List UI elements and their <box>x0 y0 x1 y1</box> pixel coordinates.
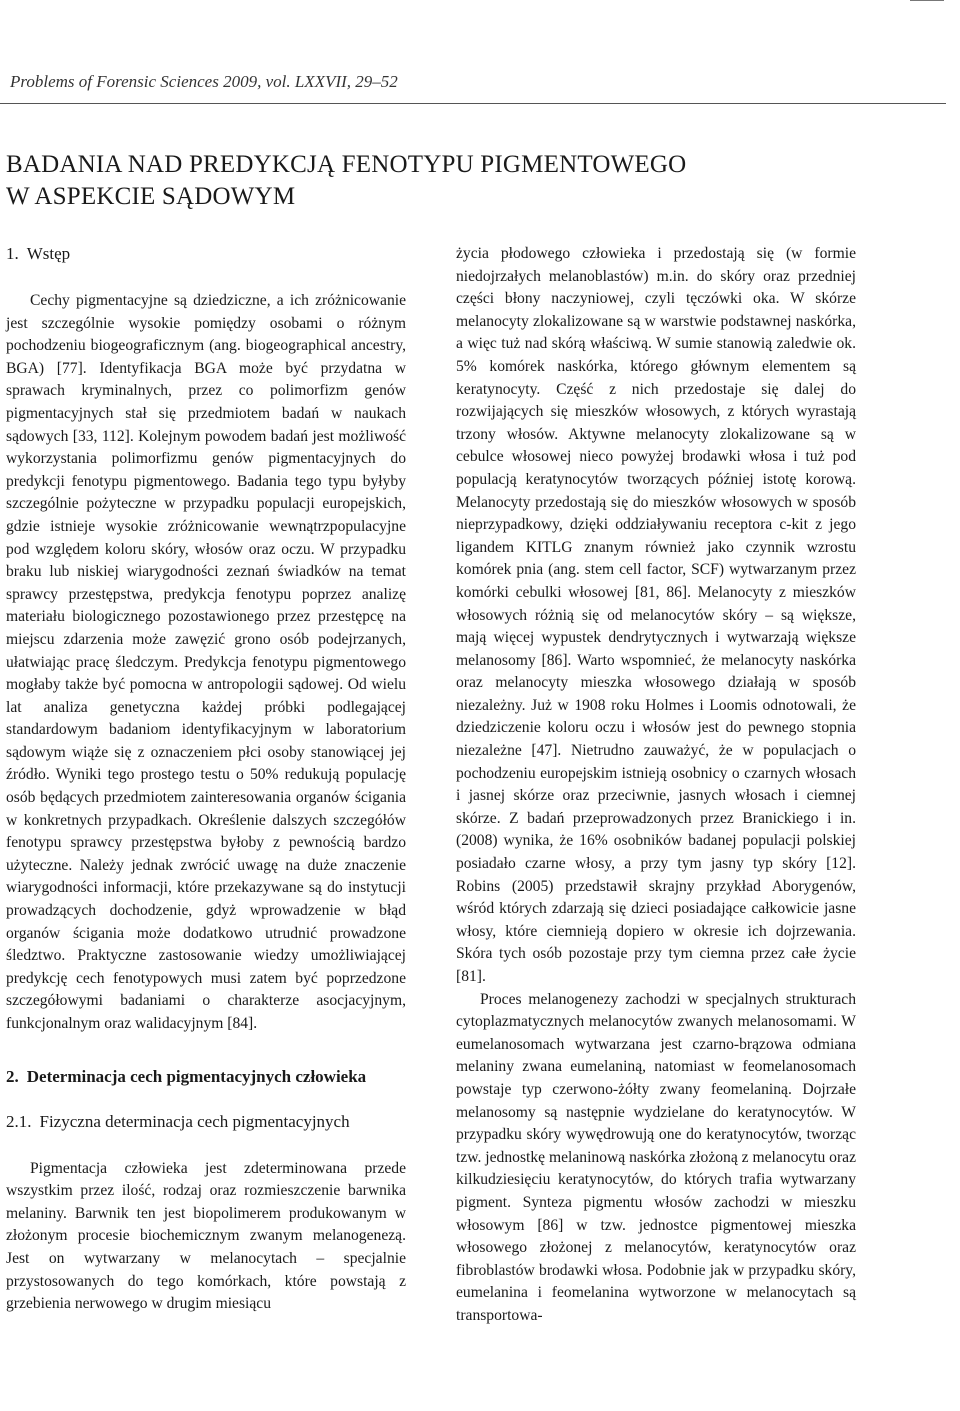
section-2-title: Determinacja cech pigmentacyjnych człowieka <box>26 1066 367 1086</box>
section-2-1-heading <box>6 1111 406 1133</box>
running-head: Problems of Forensic Sciences 2009, vol. LXXVII, 29–52 <box>10 72 398 91</box>
title-line-2: W ASPEKCIE SĄDOWYM <box>6 183 296 210</box>
paragraph-pigmentation-start: Pigmentacja człowieka jest zdeterminowana przede wszystkim przez ilość, rodzaj oraz rozmieszczenie barwnika melaniny. Barwnik ten jest biopolimerem produkowanym w złożonym procesie biochemicznym zwanym melanogenezą. Jest on wytwarzany w melanocytach – specjalnie przystosowanych do tego komórkach, które powstają z grzebienia nerwowego w drugim miesiącu <box>6 1159 406 1313</box>
section-2-heading <box>6 1066 406 1088</box>
left-column <box>6 243 406 1316</box>
section-1-number: 1. <box>6 244 19 263</box>
header-rule <box>0 103 946 104</box>
section-2-1-number: 2.1. <box>6 1111 32 1131</box>
corner-mark <box>910 0 944 1</box>
right-column <box>456 243 856 1328</box>
paragraph-pigmentation-continued: życia płodowego człowieka i przedostają się (w formie niedojrzałych melanoblastów) m.in. do skóry oraz przedniej części błony naczyniowej, czyli tęczówki oka. W skórze melanocyty zlokalizowane są w warstwie podstawnej naskórka, a więc tuż nad skórą właściwą. W sumie stanowią zaledwie ok. 5% komórek naskórka, którego głównym elementem są keratynocyty. Część z nich przedostaje się dalej do rozwijających się mieszków włosowych, z których wyrastają trzony włosów. Aktywne melanocyty zlokalizowane są w cebulce włosowej nieco powyżej brodawki włosa i tuż pod populacją keratynocytów tworzących później istotę korową. Melanocyty przedostają się do mieszków włosowych w sposób nieprzypadkowy, dzięki oddziaływaniu receptora c-kit z jego ligandem KITLG znanym również jako czynnik wzrostu komórek pnia (ang. stem cell factor, SCF) wytwarzanym przez komórki cebulki włosowej [81, 86]. Melanocyty z mieszków włosowych różnią się od melanocytów skóry – są większe, mają więcej wypustek dendrytycznych i wytwarzają większe melanosomy [86]. Warto wspomnieć, że melanocyty naskórka oraz melanocyty mieszka włosowego działają w sposób niezależny. Już w 1908 roku Holmes i Loomis odnotowali, że dziedziczenie koloru oczu i włosów jest do pewnego stopnia niezależne [47]. Nietrudno zauważyć, że w populacjach o pochodzeniu europejskim istnieją osobnicy o czarnych włosach i jasnej skórze oraz przeciwnie, jasnych włosach i ciemnej skórze. Z badań przeprowadzonych przez Branickiego i in. (2008) wynika, że 16% osobników badanej populacji polskiej posiadało czarne włosy, a przy tym jasny typ skóry [12]. Robins (2005) przedstawił skrajny przykład Aborygenów, wśród których zdarzają się dzieci posiadające całkowicie jasne włosy, które ciemnieją dopiero w okresie ich dojrzewania. Skóra tych osób pozostaje przy tym ciemna przez całe życie [81]. <box>456 245 856 985</box>
paragraph-melanogenesis: Proces melanogenezy zachodzi w specjalnych strukturach cytoplazmatycznych melanocytów zwanych melanosomami. W eumelanosomach wytwarzana jest czarno-brązowa odmiana melaniny zwana eumelaniną, natomiast w feomelanosomach powstaje typ czerwono-żółty zwany feomelaniną. Dojrzałe melanosomy są następnie wydzielane do keratynocytów. W przypadku skóry wywędrowują one do keratynocytów, tworząc tzw. jednostkę melaninową naskórka złożoną z melanocytu oraz kilkudziesięciu keratynocytów, do których trafia wytwarzany pigment. Synteza pigmentu włosów zachodzi w mieszku włosowym [86] w tzw. jednostce pigmentowej mieszka włosowego złożonej z melanocytów, keratynocytów oraz fibroblastów brodawki włosa. Podobnie jak w przypadku skóry, eumelanina i feomelanina wytworzone w melanocytach są transportowa- <box>456 990 856 1324</box>
article-title <box>6 149 686 213</box>
section-1-title: Wstęp <box>26 244 71 263</box>
section-2-number: 2. <box>6 1066 19 1086</box>
paragraph-introduction: Cechy pigmentacyjne są dziedziczne, a ich zróżnicowanie jest szczególnie wysokie pomiędzy osobami o różnym pochodzeniu biogeograficznym (ang. biogeographical ancestry, BGA) [77]. Identyfikacja BGA może być przydatna w sprawach kryminalnych, przez co polimorfizm genów pigmentacyjnych stał się przedmiotem badań w naukach sądowych [33, 112]. Kolejnym powodem badań jest możliwość wykorzystania polimorfizmu genów pigmentacyjnych do predykcji fenotypu pigmentowego. Badania tego typu byłyby szczególnie pożyteczne w przypadku populacji europejskich, gdzie istnieje wysokie zróżnicowanie wewnątrzpopulacyjne pod względem koloru skóry, włosów oraz oczu. W przypadku braku lub niskiej wiarygodności zeznań świadków na temat sprawcy przestępstwa, predykcja fenotypu poprzez analizę materiału biologicznego pozostawionego przez przestępcę na miejscu zdarzenia może zawęzić grono osób podejrzanych, ułatwiając pracę śledczym. Predykcja fenotypu pigmentowego mogłaby także być pomocna w antropologii sądowej. Od wielu lat analiza genetyczna każdej próbki podlegającej standardowym badaniom identyfikacyjnym w laboratorium sądowym wiąże się z oznaczeniem płci osoby stanowiącej jej źródło. Wyniki tego prostego testu o 50% redukują populację osób będących przedmiotem zainteresowania organów ścigania w konkretnych przypadkach. Określenie dalszych szczegółów fenotypu sprawcy przestępstwa byłoby z pewnością bardzo użyteczne. Należy jednak zwrócić uwagę na duże znaczenie wiarygodności informacji, które przekazywane są do instytucji prowadzących dochodzenie, gdyż wprowadzenie w błąd organów ścigania może dodatkowo utrudnić prowadzone śledztwo. Praktyczne zastosowanie wiedzy umożliwiającej predykcję cech fenotypowych musi zatem być poprzedzone szczegółowymi badaniami o charakterze asocjacyjnym, funkcjonalnym oraz walidacyjnym [84]. <box>6 292 406 1032</box>
section-1-heading <box>6 243 406 265</box>
title-line-1: BADANIA NAD PREDYKCJĄ FENOTYPU PIGMENTOWEGO <box>6 151 687 178</box>
section-2-1-title: Fizyczna determinacja cech pigmentacyjnych <box>39 1111 350 1131</box>
